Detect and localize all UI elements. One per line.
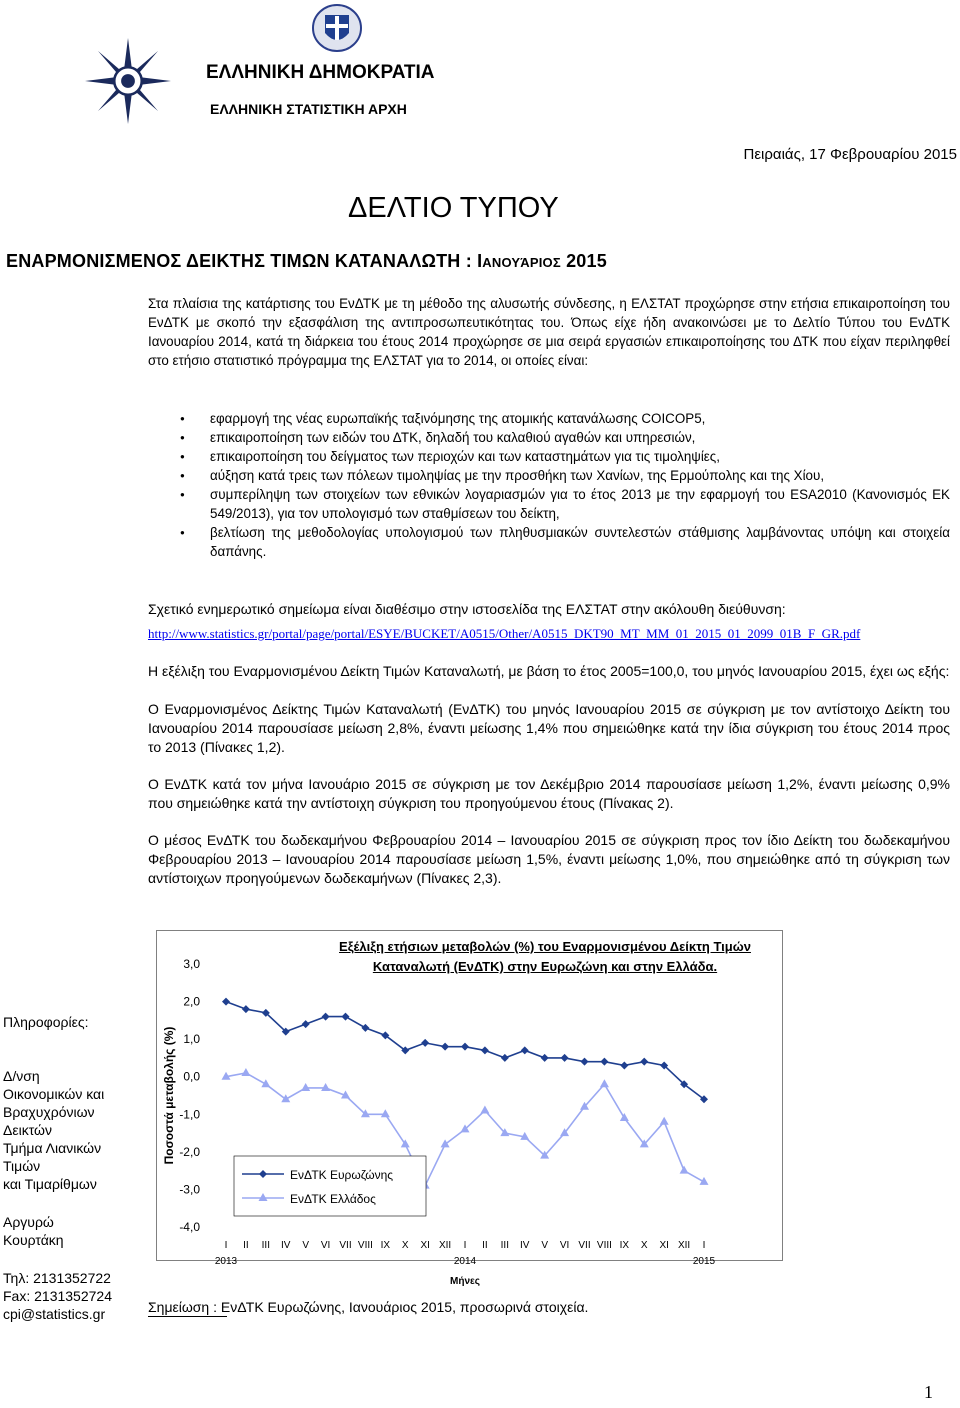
- data-point-eurozone: [441, 1043, 449, 1051]
- x-tick-label: VI: [320, 1240, 331, 1251]
- x-tick-label: I: [702, 1240, 706, 1251]
- list-item: ● εφαρμογή της νέας ευρωπαϊκής ταξινόμησης της ατομικής κατανάλωσης COICOP5,: [148, 409, 950, 428]
- x-tick-label: III: [261, 1240, 271, 1251]
- y-tick-label: 0,0: [183, 1069, 200, 1084]
- paragraph-annual-change: Ο Εναρμονισμένος Δείκτης Τιμών Καταναλωτή (ΕνΔΤΚ) του μηνός Ιανουαρίου 2015 σε σύγκριση με τον αντίστοιχο Δείκτη του Ιανουαρίου 2014 παρουσίασε μείωση 2,8%, έναντι μείωσης 1,4% που σημειώθηκε κατά την ίδια σύγκριση του έτους 2014 προς το 2013 (Πίνακες 1,2).: [148, 701, 950, 755]
- x-tick-label: X: [640, 1240, 648, 1251]
- year-label: 2013: [214, 1256, 238, 1267]
- contact-sidebar: [3, 1013, 143, 1323]
- elstat-star-logo: [85, 38, 171, 124]
- x-tick-label: I: [463, 1240, 467, 1251]
- data-point-eurozone: [242, 1005, 250, 1013]
- x-tick-label: VIII: [596, 1240, 612, 1251]
- fax-number: Fax: 2131352724: [3, 1288, 112, 1304]
- year-label: 2015: [692, 1256, 716, 1267]
- department-line: Οικονομικών και: [3, 1086, 105, 1102]
- data-point-greece: [321, 1083, 330, 1091]
- data-point-eurozone: [481, 1046, 489, 1054]
- data-point-eurozone: [521, 1046, 529, 1054]
- list-item: ● επικαιροποίηση των ειδών του ΔΤΚ, δηλαδή του καλαθιού αγαθών και υπηρεσιών,: [148, 428, 950, 447]
- x-tick-label: V: [302, 1240, 310, 1251]
- press-release-subtitle: ΕΝΑΡΜΟΝΙΣΜΕΝΟΣ ΔΕΙΚΤΗΣ ΤΙΜΩΝ ΚΑΤΑΝΑΛΩΤΗ : Ιανουάριος 2015: [6, 251, 607, 271]
- x-tick-label: II: [482, 1240, 488, 1251]
- x-tick-label: IX: [619, 1240, 630, 1251]
- intro-paragraph: Στα πλαίσια της κατάρτισης του ΕνΔΤΚ με τη μέθοδο της αλυσωτής σύνδεσης, η ΕΛΣΤΑΤ προχώρησε στην ετήσια επικαιροποίηση του ΕνΔΤΚ με σκοπό την εξασφάλιση της αντιπροσωπευτικότητας του. Όπως είχε ήδη ανακοινώσει με το Δελτίο Τύπου του ΕνΔΤΚ Ιανουαρίου 2014, κατά τη διάρκεια του έτους 2014 προχώρησε σε μια σειρά εργασιών επικαιροποίησης του ΔΤΚ που είχαν περιληφθεί στο ετήσιο στατιστικό πρόγραμμα της ΕΛΣΤΑΤ για το 2014, οι οποίες είναι:: [148, 296, 950, 368]
- data-point-eurozone: [461, 1043, 469, 1051]
- x-tick-label: VIII: [357, 1240, 373, 1251]
- data-point-greece: [660, 1117, 669, 1125]
- contact-name: Κουρτάκη: [3, 1232, 64, 1248]
- department-line: Δ/νση: [3, 1068, 40, 1084]
- x-tick-label: IV: [520, 1240, 530, 1251]
- x-tick-label: VII: [578, 1240, 591, 1251]
- contact-name: Αργυρώ: [3, 1214, 54, 1230]
- methodology-note-link[interactable]: http://www.statistics.gr/portal/page/portal/ESYE/BUCKET/A0515/Other/A0515_DKT90_MT_MM_01_2015_01_2099_01B_F_GR.pdf: [148, 626, 861, 641]
- dateline: Πειραιάς, 17 Φεβρουαρίου 2015: [743, 146, 957, 163]
- data-point-eurozone: [581, 1058, 589, 1066]
- info-label: Πληροφορίες:: [3, 1014, 89, 1030]
- data-point-eurozone: [620, 1061, 628, 1069]
- note-available-text: Σχετικό ενημερωτικό σημείωμα είναι διαθέσιμο στην ιστοσελίδα της ΕΛΣΤΑΤ στην ακόλουθη διεύθυνση:: [148, 601, 786, 617]
- list-item: ● αύξηση κατά τρεις των πόλεων τιμοληψίας με την προσθήκη των Χανίων, της Ερμούπολης και της Χίου,: [148, 466, 950, 485]
- data-point-eurozone: [222, 998, 230, 1006]
- chart-footnote-text: Σημείωση : ΕνΔΤΚ Ευρωζώνης, Ιανουάριος 2015, προσωρινά στοιχεία.: [148, 1299, 589, 1315]
- data-point-greece: [680, 1166, 689, 1174]
- y-tick-label: -1,0: [179, 1107, 200, 1122]
- x-tick-label: XI: [659, 1240, 669, 1251]
- department-line: Βραχυχρόνιων: [3, 1104, 95, 1120]
- y-axis-label: Ποσοστά μεταβολής (%): [162, 1026, 176, 1165]
- x-axis-label: Μήνες: [450, 1276, 480, 1287]
- data-point-eurozone: [421, 1039, 429, 1047]
- data-point-eurozone: [561, 1054, 569, 1062]
- data-point-greece: [241, 1068, 250, 1076]
- y-tick-label: 1,0: [183, 1032, 200, 1047]
- authority-heading: ΕΛΛΗΝΙΚΗ ΣΤΑΤΙΣΤΙΚΗ ΑΡΧΗ: [210, 101, 407, 117]
- x-tick-label: XI: [420, 1240, 430, 1251]
- email-address: cpi@statistics.gr: [3, 1306, 106, 1322]
- greek-coat-of-arms-emblem: [311, 3, 363, 53]
- x-tick-label: II: [243, 1240, 249, 1251]
- legend-label: ΕνΔΤΚ Ευρωζώνης: [290, 1168, 394, 1182]
- data-point-eurozone: [640, 1058, 648, 1066]
- chart-footnote: [148, 1299, 588, 1315]
- x-tick-label: XII: [677, 1240, 691, 1251]
- x-tick-label: I: [224, 1240, 228, 1251]
- y-tick-label: -2,0: [179, 1144, 200, 1159]
- republic-heading: ΕΛΛΗΝΙΚΗ ΔΗΜΟΚΡΑΤΙΑ: [206, 62, 435, 83]
- phone-number: Τηλ: 2131352722: [3, 1270, 111, 1286]
- list-item: ● βελτίωση της μεθοδολογίας υπολογισμού των πληθυσμιακών συντελεστών στάθμισης λαμβάνοντας υπόψη και στοιχεία δαπάνης.: [148, 523, 950, 561]
- y-tick-label: 3,0: [183, 957, 200, 971]
- data-point-eurozone: [600, 1058, 608, 1066]
- legend-box: [234, 1156, 426, 1216]
- data-point-greece: [301, 1083, 310, 1091]
- legend-label: ΕνΔΤΚ Ελλάδος: [290, 1192, 376, 1206]
- department-line: Δεικτών: [3, 1122, 52, 1138]
- paragraph-monthly-change: Ο ΕνΔΤΚ κατά τον μήνα Ιανουάριο 2015 σε σύγκριση με τον Δεκέμβριο 2014 παρουσίασε μείωση 1,2%, έναντι μείωσης 0,9% που σημειώθηκε κατά την αντίστοιχη σύγκριση του προηγούμενου έτους (Πίνακας 2).: [148, 776, 950, 811]
- data-point-eurozone: [322, 1013, 330, 1021]
- x-tick-label: VI: [559, 1240, 570, 1251]
- footnote-underline: [148, 1316, 227, 1317]
- chart-title-line: Εξέλιξη ετήσιων μεταβολών (%) του Εναρμονισμένου Δείκτη Τιμών: [339, 939, 751, 954]
- list-item: ● συμπερίληψη των στοιχείων των εθνικών λογαριασμών για το έτος 2013 με την εφαρμογή του ESA2010 (Κανονισμός ΕΚ 549/2013), για τον υπολογισμό των σταθμίσεων του δείκτη,: [148, 485, 950, 523]
- y-tick-label: -3,0: [179, 1182, 200, 1197]
- chart-title-line: Καταναλωτή (ΕνΔΤΚ) στην Ευρωζώνη και στην Ελλάδα.: [372, 959, 718, 974]
- paragraph-twelve-month-change: Ο μέσος ΕνΔΤΚ του δωδεκαμήνου Φεβρουαρίου 2014 – Ιανουαρίου 2015 σε σύγκριση προς τον ίδιο Δείκτη του δωδεκαμήνου Φεβρουαρίου 2013 – Ιανουαρίου 2014 παρουσίασε μείωση 1,5%, έναντι μείωσης 1,0%, που σημειώθηκε από τη σύγκριση των αντίστοιχων προηγούμενων δωδεκαμήνων (Πίνακες 2,3).: [148, 832, 950, 886]
- x-tick-label: IV: [281, 1240, 291, 1251]
- data-point-eurozone: [501, 1054, 509, 1062]
- data-point-greece: [381, 1109, 390, 1117]
- x-tick-label: VII: [339, 1240, 352, 1251]
- department-line: Τμήμα Λιανικών: [3, 1140, 102, 1156]
- data-point-eurozone: [302, 1020, 310, 1028]
- x-tick-label: IX: [380, 1240, 391, 1251]
- department-line: και Τιμαρίθμων: [3, 1176, 97, 1192]
- update-tasks-list: [148, 409, 950, 561]
- data-point-greece: [480, 1106, 489, 1114]
- data-point-eurozone: [361, 1024, 369, 1032]
- data-point-greece: [441, 1139, 450, 1147]
- data-point-eurozone: [342, 1013, 350, 1021]
- x-tick-label: V: [541, 1240, 549, 1251]
- x-tick-label: X: [401, 1240, 409, 1251]
- list-item: ● επικαιροποίηση του δείγματος των περιοχών και των καταστημάτων για τις τιμοληψίες,: [148, 447, 950, 466]
- document-title: ΔΕΛΤΙΟ ΤΥΠΟΥ: [348, 192, 559, 224]
- year-label: 2014: [453, 1256, 477, 1267]
- department-line: Τιμών: [3, 1158, 41, 1174]
- data-point-eurozone: [541, 1054, 549, 1062]
- y-tick-label: 2,0: [183, 994, 200, 1009]
- data-point-greece: [600, 1079, 609, 1087]
- hicp-line-chart: [156, 930, 783, 1287]
- x-tick-label: III: [500, 1240, 510, 1251]
- paragraph-index-evolution: Η εξέλιξη του Εναρμονισμένου Δείκτη Τιμών Καταναλωτή, με βάση το έτος 2005=100,0, του μηνός Ιανουαρίου 2015, έχει ως εξής:: [148, 663, 950, 679]
- y-tick-label: -4,0: [179, 1220, 200, 1234]
- x-tick-label: XII: [438, 1240, 452, 1251]
- page-number: 1: [924, 1382, 933, 1402]
